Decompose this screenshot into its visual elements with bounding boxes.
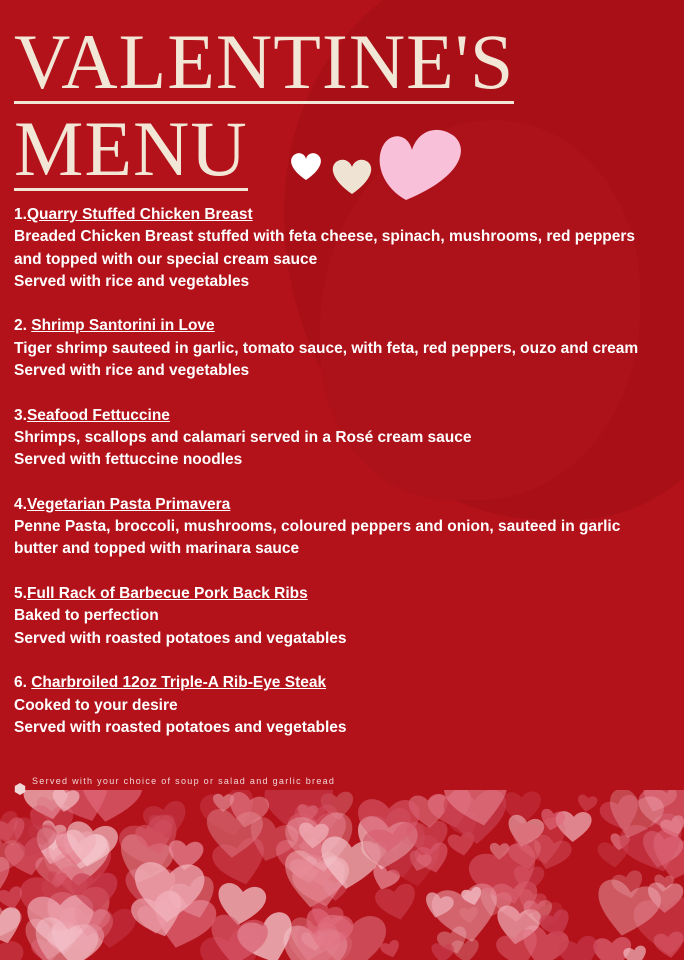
item-side: Served with roasted potatoes and vegatables [14, 629, 347, 647]
cream-heart-icon [333, 160, 371, 194]
item-title: Seafood Fettuccine [26, 406, 170, 424]
item-title: Charbroiled 12oz Triple-A Rib-Eye Steak [31, 674, 327, 692]
item-side: Served with rice and vegetables [14, 272, 250, 290]
bg-heart [451, 938, 481, 960]
item-number: 1. [14, 206, 27, 223]
small-white-heart-icon [291, 153, 321, 180]
menu-item [14, 204, 664, 293]
item-title: Quarry Stuffed Chicken Breast [26, 206, 253, 223]
item-description: Baked to perfection [14, 607, 159, 625]
item-number: 3. [14, 406, 27, 424]
item-description: Shrimps, scallops and calamari served in a Rosé cream sauce [14, 428, 472, 446]
item-number: 4. [14, 495, 27, 513]
menu-item [14, 583, 664, 650]
title-line-1: VALENTINE'S [14, 18, 515, 105]
item-description: Tiger shrimp sauteed in garlic, tomato sauce, with feta, red peppers, ouzo and cream [14, 339, 639, 357]
item-description: Cooked to your desire [14, 696, 178, 714]
bg-heart [373, 882, 420, 924]
menu-item [14, 494, 664, 561]
item-side: Served with roasted potatoes and vegetables [14, 718, 347, 736]
heart-pattern-decoration [0, 790, 684, 960]
item-number: 6. [14, 674, 32, 692]
pink-heart-icon [380, 130, 461, 200]
hearts-decoration [286, 116, 476, 206]
menu-item [14, 672, 664, 739]
menu-item [14, 405, 664, 472]
item-side: Served with fettuccine noodles [14, 451, 243, 469]
item-number: 5. [14, 585, 27, 603]
item-number: 2. [14, 317, 32, 335]
footer-note-text: Served with your choice of soup or salad and garlic bread [32, 776, 336, 786]
item-description: Breaded Chicken Breast stuffed with feta cheese, spinach, mushrooms, red peppers and topped with our special cream sauce [14, 228, 636, 268]
title-line-2: MENU [14, 105, 248, 192]
menu-list [14, 204, 664, 761]
item-title: Shrimp Santorini in Love [31, 317, 215, 335]
item-side: Served with rice and vegetables [14, 362, 250, 380]
bg-heart [576, 794, 598, 814]
item-title: Full Rack of Barbecue Pork Back Ribs [26, 585, 308, 603]
item-description: Penne Pasta, broccoli, mushrooms, coloured peppers and onion, sauteed in garlic butter and topped with marinara sauce [14, 518, 621, 558]
menu-item [14, 315, 664, 382]
item-title: Vegetarian Pasta Primavera [26, 495, 231, 513]
